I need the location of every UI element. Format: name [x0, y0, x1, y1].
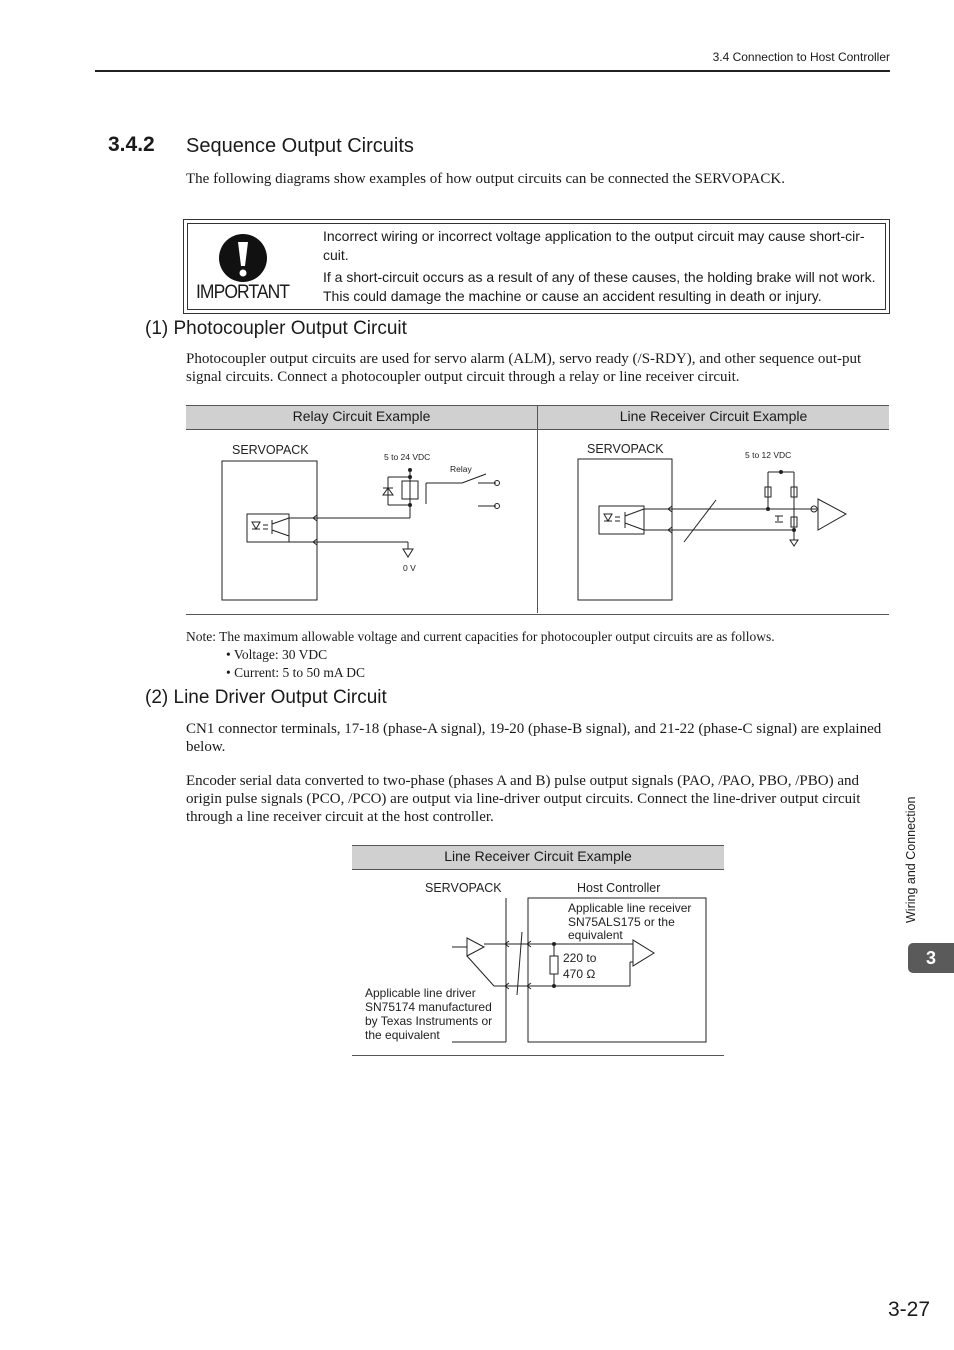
- vdc-label-left: 5 to 24 VDC: [384, 452, 431, 462]
- vdc-label-right: 5 to 12 VDC: [745, 450, 792, 460]
- resistor-label-2: 470 Ω: [563, 967, 596, 981]
- note-bullet-current: • Current: 5 to 50 mA DC: [226, 665, 365, 680]
- important-text: [323, 227, 883, 309]
- page-number: 3-27: [887, 1298, 930, 1321]
- important-para-1: Incorrect wiring or incorrect voltage application to the output circuit may cause short-cir-cuit.: [323, 228, 865, 263]
- note-block: [186, 628, 775, 682]
- important-icon-label: IMPORTANT: [196, 282, 290, 303]
- side-chapter-text: Wiring and Connection: [904, 796, 918, 923]
- receiver-label-2: SN75ALS175 or the: [568, 915, 675, 929]
- subsection-2-text-1: CN1 connector terminals, 17-18 (phase-A signal), 19-20 (phase-B signal), and 21-22 (phase-C signal) are explained below.: [186, 721, 882, 755]
- driver-label-3: by Texas Instruments or: [365, 1014, 493, 1028]
- relay-label: Relay: [450, 464, 472, 474]
- line-driver-figure: [352, 845, 724, 1056]
- relay-circuit-diagram: [186, 430, 537, 614]
- line-receiver-example-header: Line Receiver Circuit Example: [538, 406, 889, 430]
- subsection-2-title: (2) Line Driver Output Circuit: [145, 687, 387, 708]
- header-rule: [95, 70, 890, 72]
- driver-label-2: SN75174 manufactured: [365, 1000, 492, 1014]
- receiver-label-1: Applicable line receiver: [568, 901, 692, 915]
- subsection-1-text: Photocoupler output circuits are used for servo alarm (ALM), servo ready (/S-RDY), and other sequence out-put signal circuits. Connect a photocoupler output circuit through a relay or line receiver circuit.: [186, 351, 862, 385]
- section-intro: The following diagrams show examples of how output circuits can be connected the SERVOPACK.: [186, 171, 785, 187]
- host-controller-label: Host Controller: [577, 881, 661, 895]
- side-chapter-label: [904, 778, 926, 923]
- subsection-2-text-2: Encoder serial data converted to two-phase (phases A and B) pulse output signals (PAO, /PAO, PBO, /PBO) and origin pulse signals (PCO, /PCO) are output via line-driver output circuits. Connect the line-driver output circuit through a line receiver circuit at the host controller.: [186, 773, 861, 825]
- subsection-1-title: (1) Photocoupler Output Circuit: [145, 318, 407, 339]
- important-para-2: If a short-circuit occurs as a result of any of these causes, the holding brake will not work. This could damage the machine or cause an accident resulting in death or injury.: [323, 269, 876, 304]
- servopack-label: SERVOPACK: [425, 881, 502, 895]
- receiver-label-3: equivalent: [568, 928, 623, 942]
- relay-example-header: Relay Circuit Example: [186, 406, 537, 430]
- photocoupler-figure: [186, 405, 889, 615]
- section-number: 3.4.2: [108, 133, 155, 156]
- driver-label-1: Applicable line driver: [365, 986, 476, 1000]
- section-title: Sequence Output Circuits: [186, 135, 414, 157]
- servopack-label-right: SERVOPACK: [587, 442, 664, 456]
- servopack-label-left: SERVOPACK: [232, 443, 309, 457]
- important-box: [183, 219, 890, 314]
- zero-v-label: 0 V: [403, 563, 416, 573]
- note-bullet-voltage: • Voltage: 30 VDC: [226, 647, 328, 662]
- note-line: Note: The maximum allowable voltage and current capacities for photocoupler output circuits are as follows.: [186, 629, 775, 644]
- driver-label-4: the equivalent: [365, 1028, 440, 1042]
- line-driver-figure-header: Line Receiver Circuit Example: [352, 846, 724, 870]
- line-driver-circuit-diagram: [352, 870, 724, 1054]
- line-receiver-circuit-diagram: [538, 430, 889, 614]
- running-header: 3.4 Connection to Host Controller: [712, 50, 890, 64]
- resistor-label-1: 220 to: [563, 951, 597, 965]
- chapter-tab: 3: [908, 943, 954, 973]
